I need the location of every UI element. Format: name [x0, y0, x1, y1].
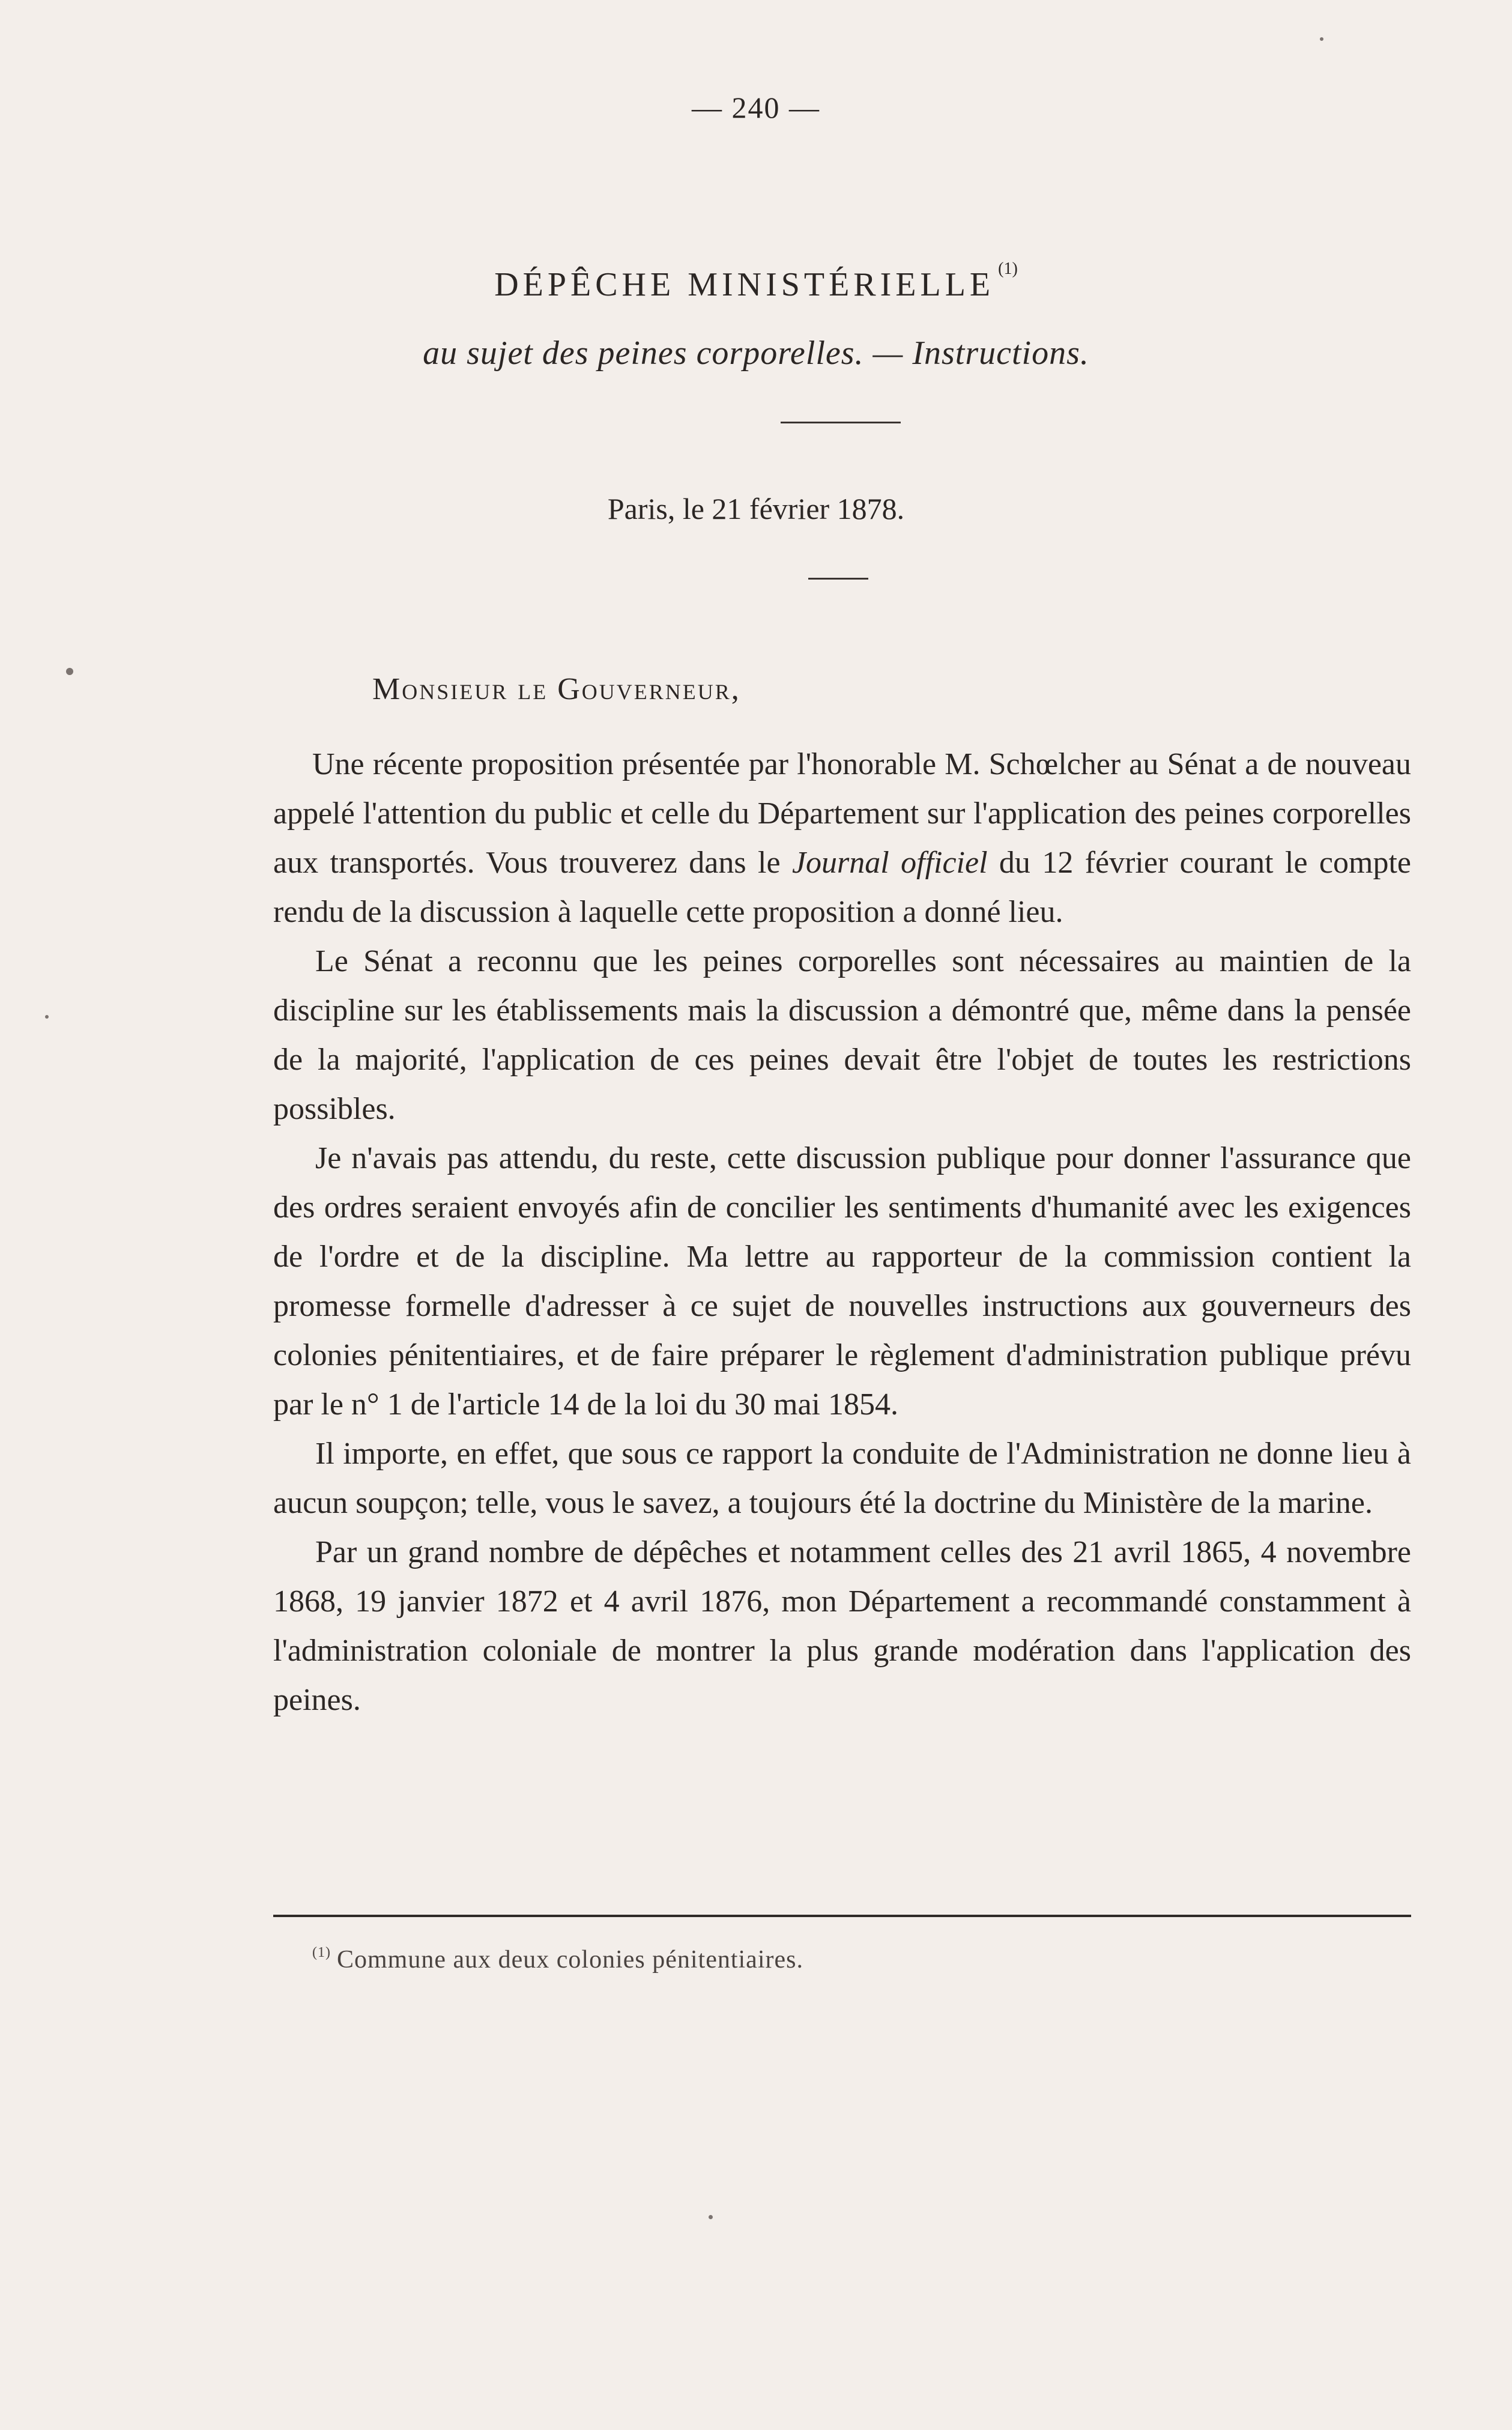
salutation: Monsieur le Gouverneur,: [372, 672, 741, 706]
paper-speck: [66, 668, 73, 675]
paragraph-1-text-b: du 12 février courant le compte rendu de la discussion à laquelle cette proposition a donné lieu.: [273, 846, 1411, 929]
document-title: [0, 259, 1512, 304]
footnote-text: Commune aux deux colonies pénitentiaires.: [336, 1946, 803, 1974]
document-title-text: DÉPÊCHE MINISTÉRIELLE: [494, 266, 995, 303]
separator-rule-short: [808, 578, 868, 580]
journal-title: Journal officiel: [791, 846, 988, 880]
paragraph-1-text-a: Une récente proposition présentée par l'honorable M. Schœlcher au Sénat a de nouveau appelé l'attention du public et celle du Département sur l'application des peines corporelles aux transportés. Vous trouverez dans le: [273, 747, 1411, 880]
paper-speck: [709, 2215, 713, 2219]
footnote-rule: [273, 1915, 1411, 1917]
paragraph-3: Je n'avais pas attendu, du reste, cette discussion publique pour donner l'assurance que des ordres seraient envoyés afin de concilier les sentiments d'humanité avec les exigences de l'ordre et de la discipline. Ma lettre au rapporteur de la commission contient la promesse formelle d'adresser à ce sujet de nouvelles instructions aux gouverneurs des colonies pénitentiaires, et de faire préparer le règlement d'administration publique prévu par le n° 1 de l'article 14 de la loi du 30 mai 1854.: [273, 1141, 1411, 1422]
letter-body: [273, 740, 1411, 1725]
paragraph-2: Le Sénat a reconnu que les peines corporelles sont nécessaires au maintien de la discipline sur les établissements mais la discussion a démontré que, même dans la pensée de la majorité, l'application de ces peines devait être l'objet de toutes les restrictions possibles.: [273, 944, 1411, 1126]
footnote-mark: (1): [312, 1945, 331, 1960]
dateline: Paris, le 21 février 1878.: [607, 492, 905, 526]
document-subtitle: au sujet des peines corporelles. — Instructions.: [423, 335, 1089, 372]
paragraph-1: [273, 740, 1411, 937]
separator-rule: [781, 422, 901, 423]
footnote: [312, 1945, 803, 1974]
paragraph-4: Il importe, en effet, que sous ce rapport la conduite de l'Administration ne donne lieu à aucun soupçon; telle, vous le savez, a toujours été la doctrine du Ministère de la marine.: [273, 1437, 1411, 1520]
paper-speck: [45, 1015, 49, 1019]
paper-speck: [1320, 37, 1323, 41]
footnote-reference: (1): [998, 259, 1018, 278]
paragraph-5: Par un grand nombre de dépêches et notamment celles des 21 avril 1865, 4 novembre 1868, 19 janvier 1872 et 4 avril 1876, mon Département a recommandé constamment à l'administration coloniale de montrer la plus grande modération dans l'application des peines.: [273, 1535, 1411, 1717]
page-number: — 240 —: [692, 91, 820, 124]
